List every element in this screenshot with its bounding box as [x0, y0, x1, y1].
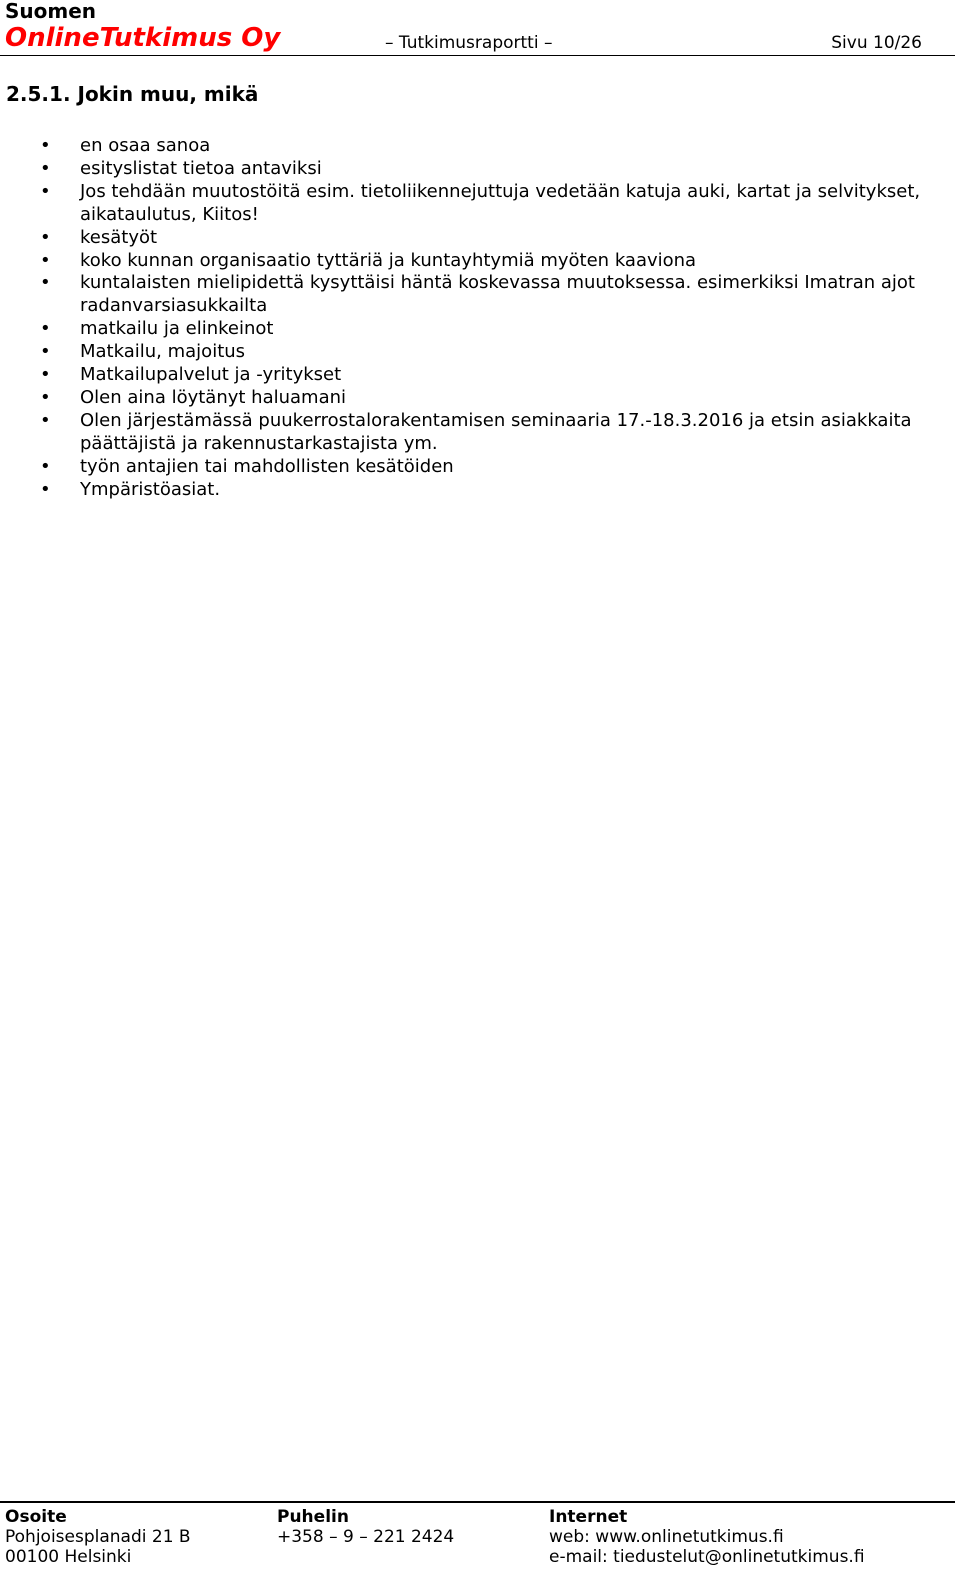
list-item-text: työn antajien tai mahdollisten kesätöiden	[80, 455, 454, 477]
list-item	[0, 387, 930, 410]
list-item	[0, 456, 930, 479]
email-link[interactable]: e-mail: tiedustelut@onlinetutkimus.fi	[549, 1547, 865, 1567]
list-item-text: koko kunnan organisaatio tyttäriä ja kuntayhtymiä myöten kaaviona	[80, 249, 697, 271]
bullet-icon: •	[40, 386, 51, 408]
bullet-icon: •	[40, 364, 51, 386]
phone-label: Puhelin	[277, 1507, 349, 1527]
list-item	[0, 135, 930, 158]
bullet-icon: •	[40, 318, 51, 340]
bullet-icon: •	[40, 478, 51, 500]
internet-label: Internet	[549, 1507, 628, 1527]
list-item-text: Jos tehdään muutostöitä esim. tietoliikennejuttuja vedetään katuja auki, kartat ja selvitykset, aikataulutus, Kiitos!	[80, 180, 921, 225]
report-title: – Tutkimusraportti –	[385, 33, 553, 53]
list-item	[0, 158, 930, 181]
list-item-text: kuntalaisten mielipidettä kysyttäisi häntä koskevassa muutoksessa. esimerkiksi Imatran ajot radanvarsiasukkailta	[80, 272, 915, 317]
answer-list	[0, 135, 930, 502]
footer-phone	[277, 1507, 454, 1547]
footer-internet	[549, 1507, 865, 1567]
address-line: Pohjoisesplanadi 21 B	[5, 1527, 191, 1547]
list-item	[0, 272, 930, 318]
address-label: Osoite	[5, 1507, 67, 1527]
list-item	[0, 227, 930, 250]
list-item	[0, 318, 930, 341]
list-item	[0, 341, 930, 364]
bullet-icon: •	[40, 226, 51, 248]
list-item-text: matkailu ja elinkeinot	[80, 318, 274, 340]
phone-number: +358 – 9 – 221 2424	[277, 1527, 455, 1547]
footer-address	[5, 1507, 191, 1567]
list-item	[0, 410, 930, 456]
list-item-text: Olen aina löytänyt haluamani	[80, 386, 347, 408]
web-link[interactable]: web: www.onlinetutkimus.fi	[549, 1527, 784, 1547]
bullet-icon: •	[40, 455, 51, 477]
brand-top-text: Suomen	[5, 0, 97, 23]
list-item-text: Matkailupalvelut ja -yritykset	[80, 364, 342, 386]
list-item-text: Matkailu, majoitus	[80, 341, 246, 363]
list-item	[0, 181, 930, 227]
bullet-icon: •	[40, 272, 51, 294]
bullet-icon: •	[40, 135, 51, 156]
bullet-icon: •	[40, 409, 51, 431]
bullet-icon: •	[40, 157, 51, 179]
bullet-icon: •	[40, 341, 51, 363]
bullet-icon: •	[40, 180, 51, 202]
list-item-text: kesätyöt	[80, 226, 158, 248]
list-item-text: Olen järjestämässä puukerrostalorakentamisen seminaaria 17.-18.3.2016 ja etsin asiakkaita päättäjistä ja rakennustarkastajista ym.	[80, 409, 912, 454]
list-item-text: Ympäristöasiat.	[80, 478, 221, 500]
list-item	[0, 479, 930, 502]
list-item	[0, 364, 930, 387]
page-footer	[0, 1501, 955, 1578]
list-item-text: en osaa sanoa	[80, 135, 211, 156]
list-item-text: esityslistat tietoa antaviksi	[80, 157, 322, 179]
address-line: 00100 Helsinki	[5, 1547, 132, 1567]
bullet-icon: •	[40, 249, 51, 271]
page-number: Sivu 10/26	[831, 33, 922, 53]
list-item	[0, 250, 930, 273]
section-heading: 2.5.1. Jokin muu, mikä	[6, 82, 259, 106]
page-header	[0, 0, 955, 56]
brand-logo-text: OnlineTutkimus Oy	[5, 23, 281, 53]
